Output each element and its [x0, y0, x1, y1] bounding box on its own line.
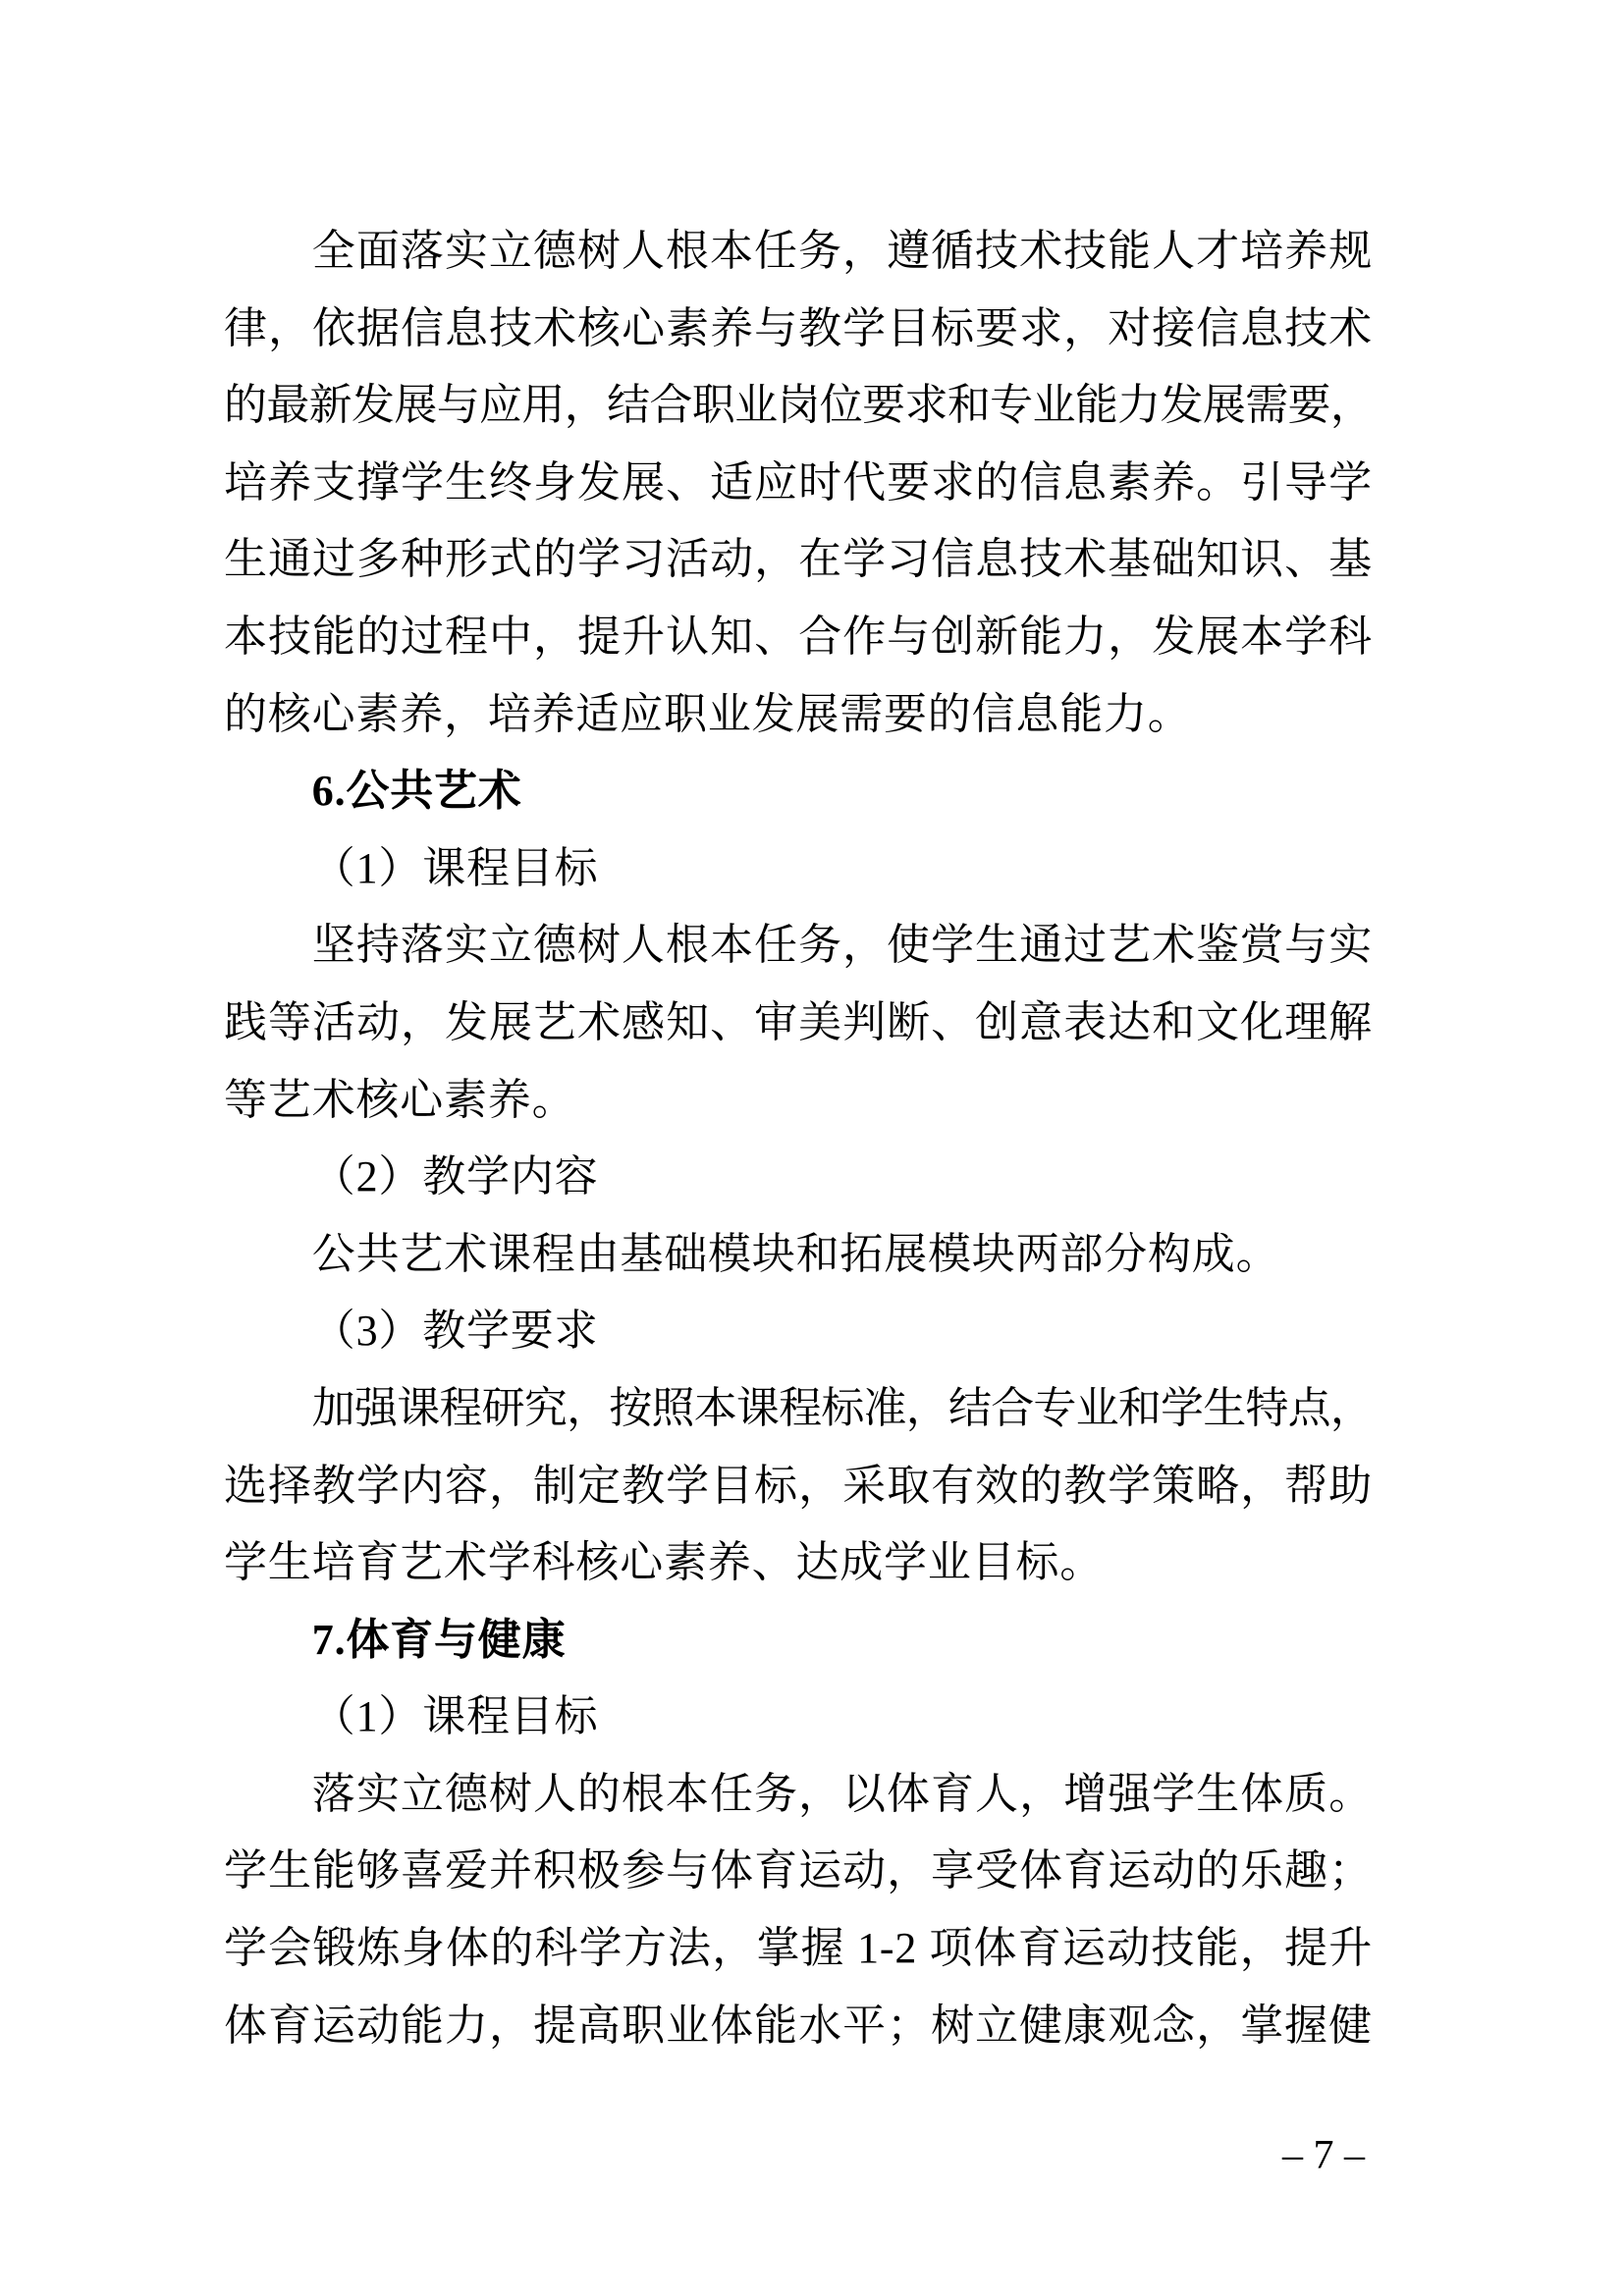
sub-heading: （1）课程目标 — [311, 843, 599, 892]
sub-heading: （2）教学内容 — [311, 1152, 599, 1201]
section-heading: 6.公共艺术 — [311, 767, 522, 816]
text-line: 本技能的过程中，提升认知、合作与创新能力，发展本学科 — [224, 612, 1373, 661]
text-line: 选择教学内容，制定教学目标，采取有效的教学策略，帮助 — [224, 1461, 1373, 1510]
sub-heading: （3）教学要求 — [311, 1307, 599, 1356]
text-block — [224, 213, 1373, 2064]
text-line: 培养支撑学生终身发展、适应时代要求的信息素养。引导学 — [224, 457, 1373, 507]
text-line: 等艺术核心素养。 — [224, 1075, 576, 1124]
text-line: 学会锻炼身体的科学方法，掌握 1-2 项体育运动技能，提升 — [224, 1924, 1373, 1973]
sub-heading: （1）课程目标 — [311, 1692, 599, 1741]
page-number: – 7 – — [1282, 2133, 1365, 2178]
text-line: 落实立德树人的根本任务，以体育人，增强学生体质。 — [311, 1769, 1373, 1818]
text-line: 的核心素养，培养适应职业发展需要的信息能力。 — [224, 689, 1192, 738]
text-line: 坚持落实立德树人根本任务，使学生通过艺术鉴赏与实 — [311, 921, 1373, 970]
text-line: 体育运动能力，提高职业体能水平；树立健康观念，掌握健 — [224, 2001, 1373, 2050]
text-line: 学生能够喜爱并积极参与体育运动，享受体育运动的乐趣； — [224, 1846, 1373, 1896]
text-line: 公共艺术课程由基础模块和拓展模块两部分构成。 — [311, 1229, 1280, 1278]
text-line: 律，依据信息技术核心素养与教学目标要求，对接信息技术 — [224, 303, 1373, 352]
section-heading: 7.体育与健康 — [311, 1615, 567, 1664]
text-line: 的最新发展与应用，结合职业岗位要求和专业能力发展需要， — [224, 381, 1373, 430]
text-line: 全面落实立德树人根本任务，遵循技术技能人才培养规 — [311, 227, 1373, 275]
text-line: 加强课程研究，按照本课程标准，结合专业和学生特点， — [311, 1383, 1373, 1432]
text-line: 生通过多种形式的学习活动，在学习信息技术基础知识、基 — [224, 535, 1373, 584]
text-line: 学生培育艺术学科核心素养、达成学业目标。 — [224, 1538, 1104, 1587]
text-line: 践等活动，发展艺术感知、审美判断、创意表达和文化理解 — [224, 997, 1373, 1046]
